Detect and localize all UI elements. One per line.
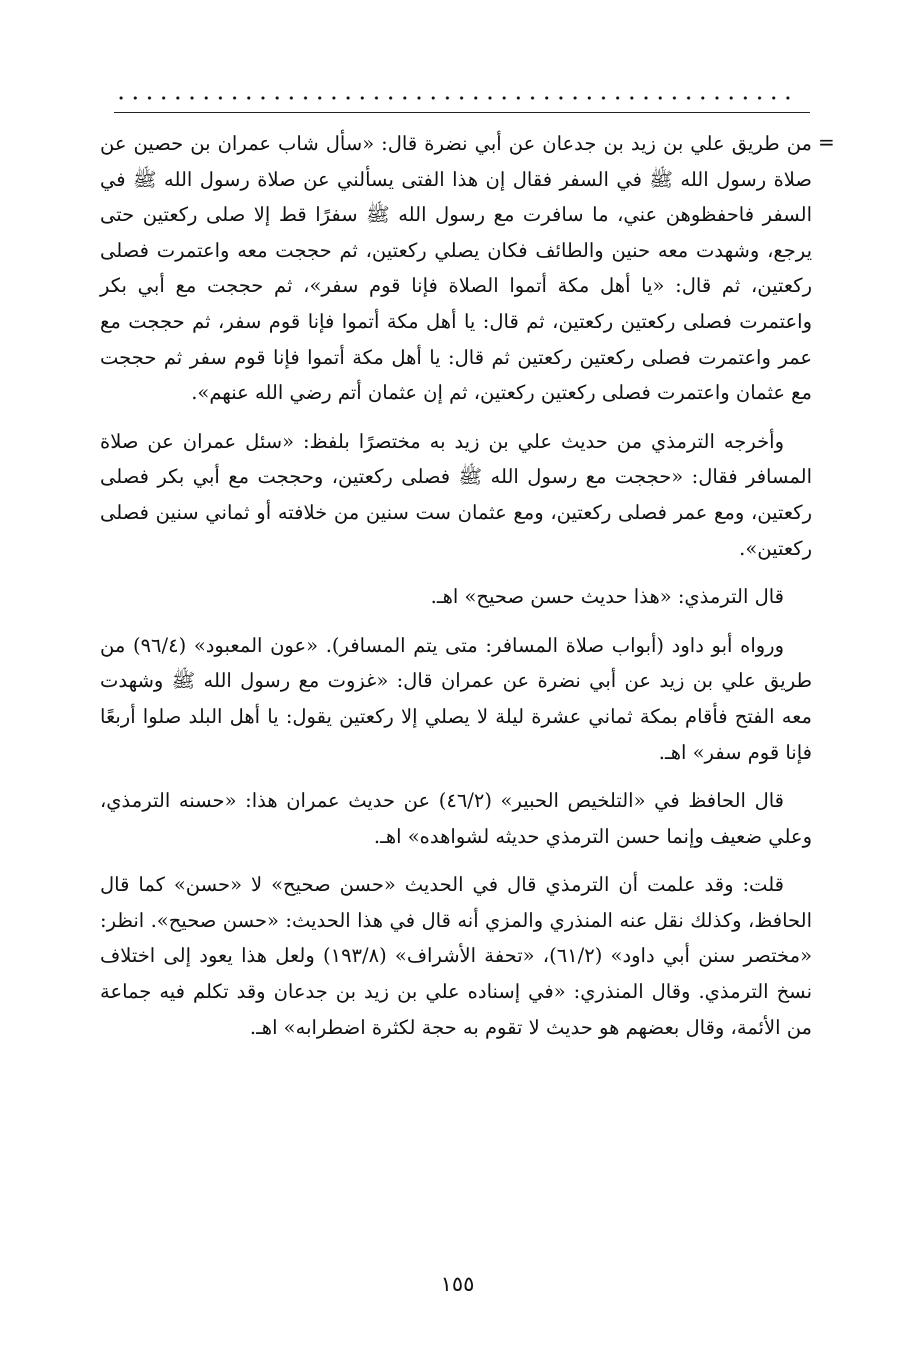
footnote-paragraph-4: ورواه أبو داود (أبواب صلاة المسافر: متى يتم المسافر). «عون المعبود» (٩٦/٤) من طريق علي بن زيد عن أبي نضرة عن عمران قال: «غزوت مع رسول الله ﷺ وشهدت معه الفتح فأقام بمكة ثماني عشرة ليلة لا يصلي إلا ركعتين يقول: يا أهل البلد صلوا أربعًا فإنا قوم سفر» اهـ. xyxy=(100,633,812,764)
footnote-paragraph-1: من طريق علي بن زيد بن جدعان عن أبي نضرة قال: «سأل شاب عمران بن حصين عن صلاة رسول الله ﷺ في السفر فقال إن هذا الفتى يسألني عن صلاة رسول الله ﷺ في السفر فاحفظوهن عني، ما سافرت مع رسول الله ﷺ سفرًا قط إلا صلى ركعتين حتى يرجع، وشهدت معه حنين والطائف فكان يصلي ركعتين، ثم حججت معه واعتمرت فصلى ركعتين، ثم قال: «يا أهل مكة أتموا الصلاة فإنا قوم سفر»، ثم حججت مع أبي بكر واعتمرت فصلى ركعتين ركعتين، ثم قال: يا أهل مكة أتموا فإنا قوم سفر، ثم حججت مع عمر واعتمرت فصلى ركعتين ركعتين ثم قال: يا أهل مكة أتموا فإنا قوم سفر ثم حججت مع عثمان واعتمرت فصلى ركعتين ركعتين، ثم إن عثمان أتم رضي الله عنهم». xyxy=(100,132,812,405)
footnote-paragraph-2: وأخرجه الترمذي من حديث علي بن زيد به مختصرًا بلفظ: «سئل عمران عن صلاة المسافر فقال: «حججت مع رسول الله ﷺ فصلى ركعتين، وحججت مع أبي بكر فصلى ركعتين، ومع عمر فصلى ركعتين، ومع عثمان ست سنين من خلافته أو ثماني سنين فصلى ركعتين». xyxy=(100,429,812,560)
dotted-separator xyxy=(114,92,798,104)
footnote-paragraph-6: قلت: وقد علمت أن الترمذي قال في الحديث «حسن صحيح» لا «حسن» كما قال الحافظ، وكذلك نقل عنه المنذري والمزي أنه قال في هذا الحديث: «حسن صحيح». انظر: «مختصر سنن أبي داود» (٦١/٢)، «تحفة الأشراف» (١٩٣/٨) ولعل هذا يعود إلى اختلاف نسخ الترمذي. وقال المنذري: «في إسناده علي بن زيد بن جدعان وقد تكلم فيه جماعة من الأئمة، وقال بعضهم هو حديث لا تقوم به حجة لكثرة اضطرابه» اهـ. xyxy=(100,873,813,1039)
footnote-text xyxy=(100,126,812,1058)
footnote-paragraph-3: قال الترمذي: «هذا حديث حسن صحيح» اهـ. xyxy=(430,585,784,609)
continuation-mark: = xyxy=(818,130,835,154)
footnote-paragraph-5: قال الحافظ في «التلخيص الحبير» (٤٦/٢) عن حديث عمران هذا: «حسنه الترمذي، وعلي ضعيف وإنما حسن الترمذي حديثه لشواهده» اهـ. xyxy=(100,789,812,848)
footnote-rule xyxy=(114,112,810,113)
page-number: ١٥٥ xyxy=(440,1272,475,1296)
